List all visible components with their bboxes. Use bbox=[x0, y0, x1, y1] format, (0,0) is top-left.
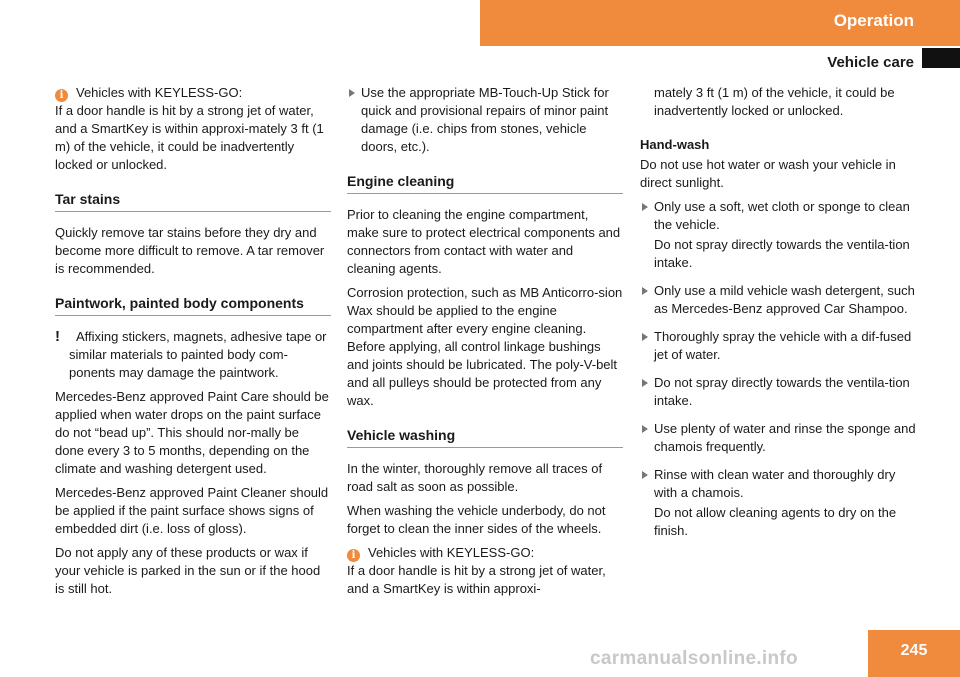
heading-engine-cleaning: Engine cleaning bbox=[347, 172, 623, 194]
chapter-tab bbox=[480, 0, 960, 46]
info-icon: i bbox=[347, 549, 360, 562]
list-item: Do not spray directly towards the ventila-tion intake. bbox=[640, 374, 916, 410]
info-note bbox=[55, 84, 331, 174]
watermark: carmanualsonline.info bbox=[590, 648, 798, 669]
note-line1: Vehicles with KEYLESS-GO: bbox=[368, 545, 535, 560]
heading-tar-stains: Tar stains bbox=[55, 190, 331, 212]
note-continuation: mately 3 ft (1 m) of the vehicle, it could be inadvertently locked or unlocked. bbox=[654, 85, 895, 118]
warning-text: Affixing stickers, magnets, adhesive tape or similar materials to painted body com-ponents may damage the paintwork. bbox=[69, 329, 327, 380]
info-note bbox=[347, 544, 623, 598]
list-item: Use plenty of water and rinse the sponge and chamois frequently. bbox=[640, 420, 916, 456]
section-title: Vehicle care bbox=[827, 54, 914, 71]
note-text: If a door handle is hit by a strong jet of water, and a SmartKey is within approxi-mately 3 ft (1 m) of the vehicle, it could be inadvertently locked or unlocked. bbox=[55, 103, 324, 172]
list-item-continuation: Do not spray directly towards the ventila-tion intake. bbox=[654, 237, 910, 270]
info-icon: i bbox=[55, 89, 68, 102]
section-marker bbox=[922, 48, 960, 68]
engine-paragraph-1: Prior to cleaning the engine compartment, make sure to protect electrical components and connectors from contact with water and cleaning agents. bbox=[347, 207, 621, 276]
note-text: If a door handle is hit by a strong jet of water, and a SmartKey is within approxi- bbox=[347, 563, 606, 596]
list-item: Use the appropriate MB-Touch-Up Stick for quick and provisional repairs of minor paint damage (i.e. chips from stones, vehicle doors, etc.). bbox=[347, 84, 623, 156]
list-item: Only use a mild vehicle wash detergent, such as Mercedes-Benz approved Car Shampoo. bbox=[640, 282, 916, 318]
heading-vehicle-washing: Vehicle washing bbox=[347, 426, 623, 448]
list-item: Only use a soft, wet cloth or sponge to clean the vehicle. bbox=[640, 198, 916, 234]
paint-paragraph-2: Mercedes-Benz approved Paint Cleaner should be applied if the paint surface shows signs of embedded dirt (i.e. loss of gloss). bbox=[55, 485, 329, 536]
list-item-continuation: Do not allow cleaning agents to dry on the finish. bbox=[654, 505, 897, 538]
note-line1: Vehicles with KEYLESS-GO: bbox=[76, 85, 243, 100]
page-number: 245 bbox=[868, 630, 960, 677]
paint-paragraph-3: Do not apply any of these products or wax if your vehicle is parked in the sun or if the hood is still hot. bbox=[55, 545, 321, 596]
column-left bbox=[55, 84, 331, 604]
tar-text: Quickly remove tar stains before they dry and become more difficult to remove. A tar remover is recommended. bbox=[55, 225, 325, 276]
heading-paintwork: Paintwork, painted body components bbox=[55, 294, 331, 316]
heading-hand-wash: Hand-wash bbox=[640, 137, 710, 152]
column-right bbox=[640, 84, 916, 550]
warning-icon: ! bbox=[55, 328, 60, 345]
engine-paragraph-2: Corrosion protection, such as MB Anticorro-sion Wax should be applied to the engine compartment after every engine cleaning. Before applying, all control linkage bushings and joints should be lubricated. The poly-V-belt and all pulleys should be protected from any wax. bbox=[347, 285, 623, 408]
chapter-title: Operation bbox=[833, 11, 914, 30]
paint-paragraph-1: Mercedes-Benz approved Paint Care should be applied when water drops on the paint surface do not “bead up”. This should nor-mally be done every 3 to 5 months, depending on the climate and washing detergent used. bbox=[55, 389, 329, 476]
handwash-paragraph: Do not use hot water or wash your vehicle in direct sunlight. bbox=[640, 157, 896, 190]
list-item: Thoroughly spray the vehicle with a dif-fused jet of water. bbox=[640, 328, 916, 364]
list-item: Rinse with clean water and thoroughly dry with a chamois. bbox=[640, 466, 916, 502]
column-middle bbox=[347, 84, 623, 604]
washing-paragraph-2: When washing the vehicle underbody, do not forget to clean the inner sides of the wheels. bbox=[347, 503, 606, 536]
washing-paragraph-1: In the winter, thoroughly remove all traces of road salt as soon as possible. bbox=[347, 461, 603, 494]
warning-note bbox=[55, 328, 331, 382]
